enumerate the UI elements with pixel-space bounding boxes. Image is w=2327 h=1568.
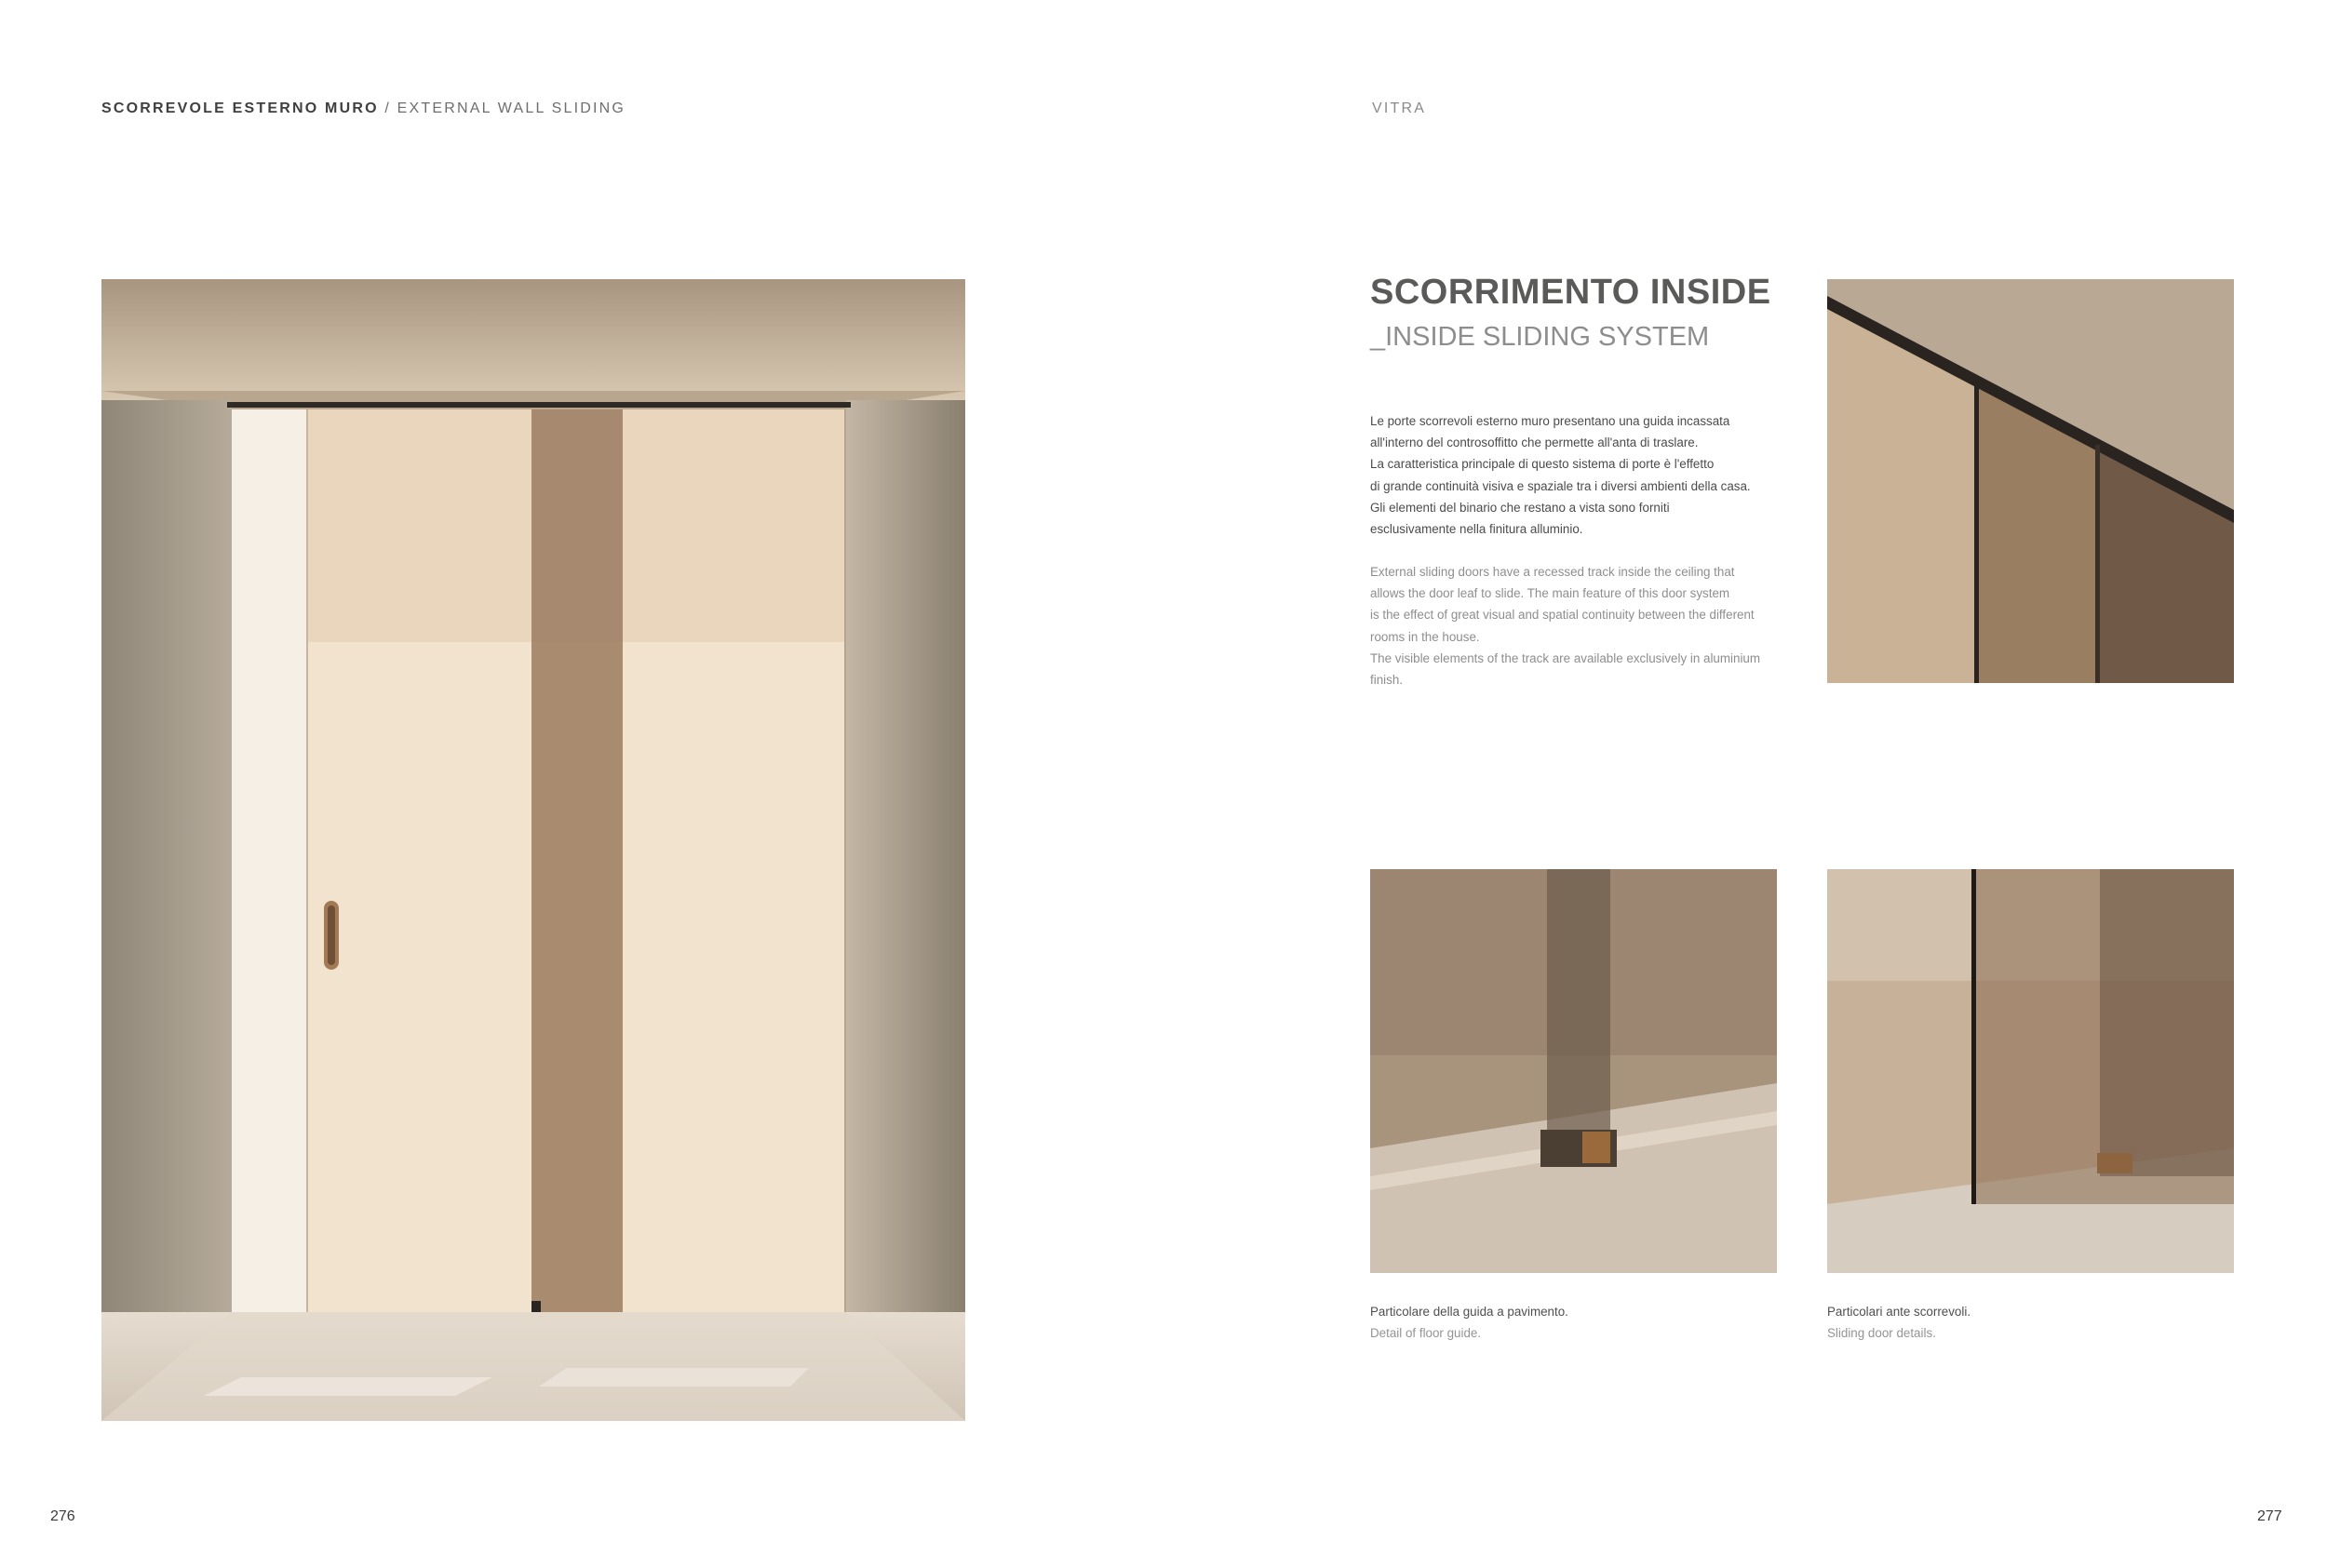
section-title-en: EXTERNAL WALL SLIDING [397,101,626,116]
caption-it: Particolari ante scorrevoli. [1827,1305,1971,1319]
section-title-it: SCORREVOLE ESTERNO MURO [101,101,379,116]
caption-en: Sliding door details. [1827,1326,1936,1340]
running-header-left [101,101,625,117]
paragraph-line: esclusivamente nella finitura alluminio. [1370,522,1583,537]
paragraph-line: The visible elements of the track are available exclusively in aluminium [1370,650,1761,665]
page-title: SCORRIMENTO INSIDE [1370,273,1771,312]
description-english [1370,561,1770,690]
description-italian [1370,410,1770,540]
photo-ceiling-track [1827,279,2234,683]
paragraph-line: La caratteristica principale di questo sistema di porte è l'effetto [1370,457,1715,472]
caption-door-details [1827,1301,1971,1344]
caption-floor-guide [1370,1301,1568,1344]
caption-it: Particolare della guida a pavimento. [1370,1305,1568,1319]
paragraph-line: External sliding doors have a recessed track inside the ceiling that [1370,565,1735,579]
paragraph-line: finish. [1370,673,1403,688]
page-subtitle: _INSIDE SLIDING SYSTEM [1370,322,1710,352]
paragraph-line: all'interno del controsoffitto che permette all'anta di traslare. [1370,436,1699,450]
paragraph-line: di grande continuità visiva e spaziale tra i diversi ambienti della casa. [1370,478,1751,493]
paragraph-line: is the effect of great visual and spatial continuity between the different [1370,608,1755,623]
paragraph-line: Gli elementi del binario che restano a vista sono forniti [1370,500,1670,515]
paragraph-line: Le porte scorrevoli esterno muro presentano una guida incassata [1370,414,1730,428]
paragraph-line: allows the door leaf to slide. The main feature of this door system [1370,586,1730,601]
photo-sliding-door-details [1827,869,2234,1273]
running-header-right: VITRA [1372,101,1427,116]
photo-floor-guide [1370,869,1777,1273]
hero-photo-sliding-door [101,279,965,1421]
paragraph-line: rooms in the house. [1370,629,1480,644]
caption-en: Detail of floor guide. [1370,1326,1482,1340]
page-number-right: 277 [2257,1508,2282,1524]
header-separator: / [378,101,397,116]
page-number-left: 276 [50,1508,75,1524]
